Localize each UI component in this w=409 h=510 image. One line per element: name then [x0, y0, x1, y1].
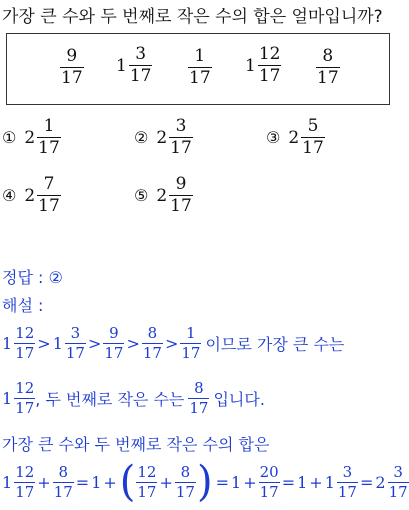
- solution-line-4: 1 $\frac{12}{17}$ + $\frac{8}{17}$ = 1 + ( $\frac{12}{17}$ + $\frac{8}{17}$ ) = 1 + $\frac{20}{17}$ = 1 + 1 $\frac{3}{17}$ = 2 $\frac{3}{17}$: [2, 457, 408, 507]
- answer-label: 정답 : ②: [2, 268, 63, 287]
- box-item-3: $\frac{1}{17}$: [189, 46, 211, 88]
- box-item-4: 1 $\frac{12}{17}$: [245, 44, 281, 86]
- solution-line-2: 1 $\frac{12}{17}$ , 두 번째로 작은 수는 $\frac{8}{17}$ 입니다.: [2, 379, 265, 417]
- choice-4[interactable]: ④ 2 $\frac{7}{17}$: [2, 174, 60, 216]
- solution-line-1: 1 $\frac{12}{17}$ > 1 $\frac{3}{17}$ > $\frac{9}{17}$ > $\frac{8}{17}$ > $\frac{1}{17}$ 이므로 가장 큰 수는: [2, 324, 345, 362]
- box-item-1: $\frac{9}{17}$: [61, 46, 83, 88]
- question-text: 가장 큰 수와 두 번째로 작은 수의 합은 얼마입니까?: [2, 7, 383, 27]
- explanation-label: 해설 :: [2, 296, 44, 315]
- choice-2[interactable]: ② 2 $\frac{3}{17}$: [134, 116, 192, 158]
- choice-1[interactable]: ① 2 $\frac{1}{17}$: [2, 116, 60, 158]
- choice-5[interactable]: ⑤ 2 $\frac{9}{17}$: [134, 174, 192, 216]
- box-item-5: $\frac{8}{17}$: [317, 46, 339, 88]
- box-item-2: 1 $\frac{3}{17}$: [116, 44, 152, 86]
- solution-line-3: 가장 큰 수와 두 번째로 작은 수의 합은: [2, 435, 270, 454]
- choice-3[interactable]: ③ 2 $\frac{5}{17}$: [266, 116, 324, 158]
